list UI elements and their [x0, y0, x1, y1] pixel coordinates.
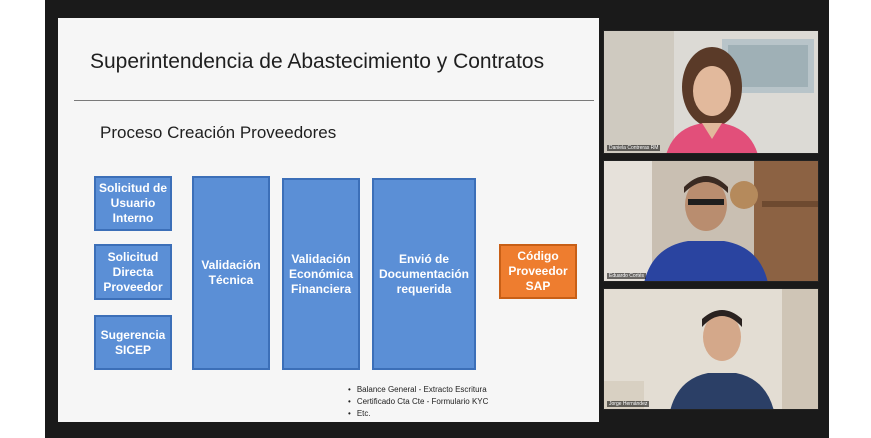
shared-slide: [58, 18, 599, 422]
bullet-item: • Certificado Cta Cte - Formulario KYC: [348, 396, 488, 408]
slide-subtitle: Proceso Creación Proveedores: [100, 123, 337, 142]
box-validacion-economica: Validación Económica Financiera: [282, 178, 360, 370]
participant-video-tile-2[interactable]: [603, 160, 819, 282]
box-codigo-proveedor-sap: Código Proveedor SAP: [499, 244, 577, 299]
title-divider: [74, 100, 594, 101]
participant-name-1: Daniela Contreras RM: [609, 145, 659, 151]
participant-name-3: Jorge Hernández: [609, 401, 648, 407]
box-envio-documentacion: Envió de Documentación requerida: [372, 178, 476, 370]
participant-video-tile-1[interactable]: [603, 30, 819, 154]
bullet-item: • Balance General - Extracto Escritura: [348, 384, 488, 396]
documents-bullet-list: [348, 384, 488, 420]
participant-video-2: [604, 161, 819, 282]
box-validacion-tecnica: Validación Técnica: [192, 176, 270, 370]
participant-video-3: [604, 289, 819, 410]
participant-video-tile-3[interactable]: [603, 288, 819, 410]
slide-title: Superintendencia de Abastecimiento y Contratos: [90, 50, 545, 73]
box-sugerencia-sicep: Sugerencia SICEP: [94, 315, 172, 370]
box-solicitud-directa-proveedor: Solicitud Directa Proveedor: [94, 244, 172, 300]
box-solicitud-usuario-interno: Solicitud de Usuario Interno: [94, 176, 172, 231]
bullet-item: • Etc.: [348, 408, 488, 420]
participant-name-2: Eduardo Cortés: [609, 273, 645, 279]
participant-video-1: [604, 31, 819, 154]
